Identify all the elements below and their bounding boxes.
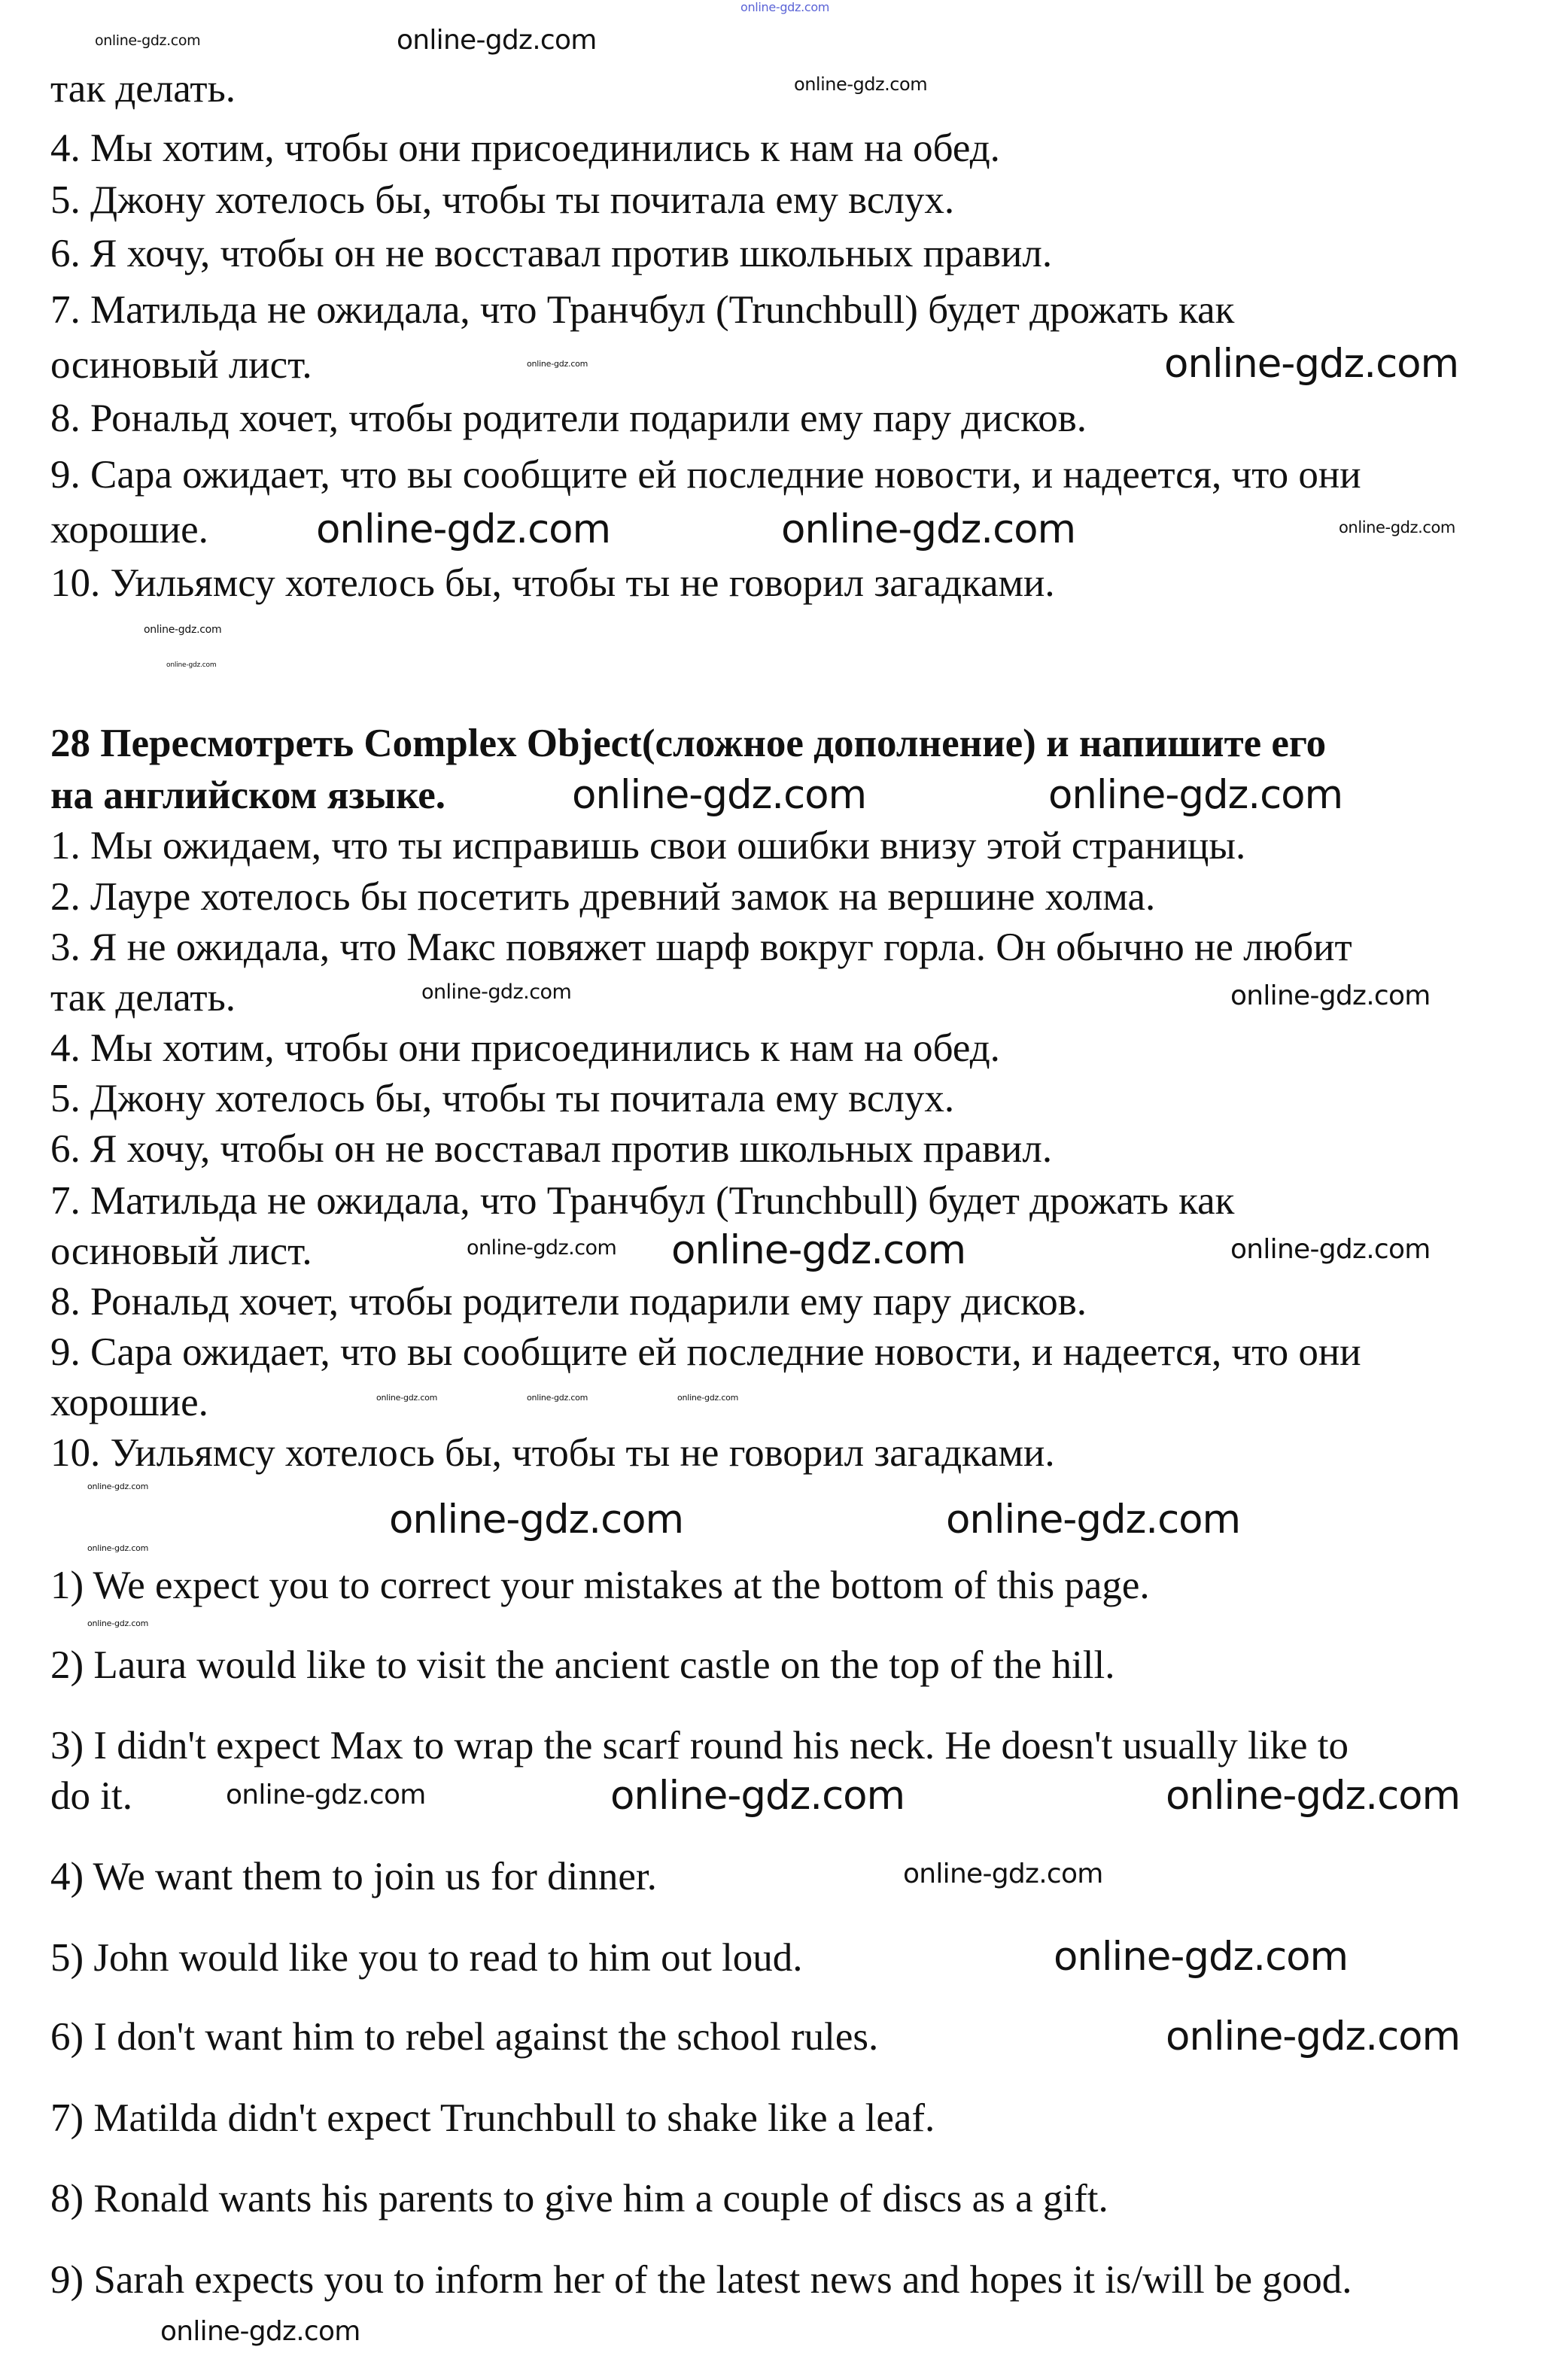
text-line: хорошие.: [50, 508, 208, 552]
watermark: online-gdz.com: [903, 1859, 1103, 1889]
answer-line: 4) We want them to join us for dinner.: [50, 1855, 657, 1898]
task-line: 6. Я хочу, чтобы он не восставал против школьных правил.: [50, 1127, 1053, 1171]
task-line: 8. Рональд хочет, чтобы родители подарили ему пару дисков.: [50, 1280, 1087, 1324]
watermark: online-gdz.com: [677, 1393, 739, 1403]
task-line: 3. Я не ожидала, что Макс повяжет шарф вокруг горла. Он обычно не любит: [50, 926, 1352, 969]
text-line: 10. Уильямсу хотелось бы, чтобы ты не говорил загадками.: [50, 561, 1055, 605]
watermark: online-gdz.com: [527, 359, 588, 369]
text-line: 4. Мы хотим, чтобы они присоединились к нам на обед.: [50, 126, 1000, 170]
watermark: online-gdz.com: [1048, 772, 1343, 818]
watermark: online-gdz.com: [87, 1482, 149, 1491]
answer-line: 9) Sarah expects you to inform her of the latest news and hopes it is/will be good.: [50, 2258, 1352, 2302]
watermark: online-gdz.com: [1164, 341, 1459, 387]
watermark: online-gdz.com: [794, 74, 928, 95]
text-line: так делать.: [50, 67, 236, 111]
watermark: online-gdz.com: [740, 0, 830, 14]
watermark: online-gdz.com: [1230, 1234, 1431, 1265]
answer-line: do it.: [50, 1774, 132, 1818]
watermark: online-gdz.com: [87, 1543, 149, 1553]
watermark: online-gdz.com: [467, 1236, 617, 1260]
exercise-heading: 28 Пересмотреть Complex Object(сложное дополнение) и напишите его: [50, 722, 1327, 765]
text-line: 7. Матильда не ожидала, что Транчбул (Trunchbull) будет дрожать как: [50, 288, 1235, 332]
answer-line: 1) We expect you to correct your mistakes at the bottom of this page.: [50, 1564, 1150, 1607]
watermark: online-gdz.com: [1339, 518, 1455, 536]
answer-line: 3) I didn't expect Max to wrap the scarf round his neck. He doesn't usually like to: [50, 1724, 1349, 1768]
watermark: online-gdz.com: [946, 1497, 1241, 1543]
task-line: хорошие.: [50, 1381, 208, 1424]
answer-line: 6) I don't want him to rebel against the school rules.: [50, 2015, 879, 2059]
answer-line: 7) Matilda didn't expect Trunchbull to shake like a leaf.: [50, 2096, 935, 2140]
answer-line: 5) John would like you to read to him out loud.: [50, 1936, 803, 1980]
watermark: online-gdz.com: [226, 1780, 426, 1810]
task-line: 5. Джону хотелось бы, чтобы ты почитала ему вслух.: [50, 1077, 955, 1120]
watermark: online-gdz.com: [87, 1619, 149, 1628]
text-line: 5. Джону хотелось бы, чтобы ты почитала ему вслух.: [50, 178, 955, 222]
text-line: 9. Сара ожидает, что вы сообщите ей последние новости, и надеется, что они: [50, 453, 1361, 497]
task-line: так делать.: [50, 976, 236, 1020]
watermark: online-gdz.com: [166, 661, 217, 669]
text-line: осиновый лист.: [50, 343, 312, 387]
watermark: online-gdz.com: [1054, 1934, 1349, 1980]
task-line: 7. Матильда не ожидала, что Транчбул (Trunchbull) будет дрожать как: [50, 1179, 1235, 1223]
task-line: 1. Мы ожидаем, что ты исправишь свои ошибки внизу этой страницы.: [50, 824, 1246, 868]
exercise-heading: на английском языке.: [50, 774, 446, 817]
answer-line: 2) Laura would like to visit the ancient castle on the top of the hill.: [50, 1643, 1115, 1687]
watermark: online-gdz.com: [1166, 2014, 1461, 2059]
watermark: online-gdz.com: [572, 772, 867, 818]
task-line: осиновый лист.: [50, 1230, 312, 1273]
watermark: online-gdz.com: [1166, 1773, 1461, 1819]
watermark: online-gdz.com: [389, 1497, 684, 1543]
task-line: 10. Уильямсу хотелось бы, чтобы ты не говорил загадками.: [50, 1431, 1055, 1475]
watermark: online-gdz.com: [95, 32, 201, 49]
task-line: 2. Лауре хотелось бы посетить древний замок на вершине холма.: [50, 875, 1156, 919]
watermark: online-gdz.com: [421, 980, 572, 1004]
watermark: online-gdz.com: [160, 2316, 360, 2347]
watermark: online-gdz.com: [610, 1773, 905, 1819]
task-line: 4. Мы хотим, чтобы они присоединились к нам на обед.: [50, 1026, 1000, 1070]
watermark: online-gdz.com: [527, 1393, 588, 1403]
watermark: online-gdz.com: [671, 1227, 966, 1273]
task-line: 9. Сара ожидает, что вы сообщите ей последние новости, и надеется, что они: [50, 1330, 1361, 1374]
text-line: 6. Я хочу, чтобы он не восставал против школьных правил.: [50, 232, 1053, 275]
watermark: online-gdz.com: [397, 25, 597, 56]
answer-line: 8) Ronald wants his parents to give him a couple of discs as a gift.: [50, 2177, 1108, 2220]
watermark: online-gdz.com: [316, 506, 611, 552]
watermark: online-gdz.com: [1230, 980, 1431, 1011]
watermark: online-gdz.com: [376, 1393, 438, 1403]
watermark: online-gdz.com: [144, 624, 222, 636]
text-line: 8. Рональд хочет, чтобы родители подарили ему пару дисков.: [50, 397, 1087, 440]
watermark: online-gdz.com: [781, 506, 1076, 552]
